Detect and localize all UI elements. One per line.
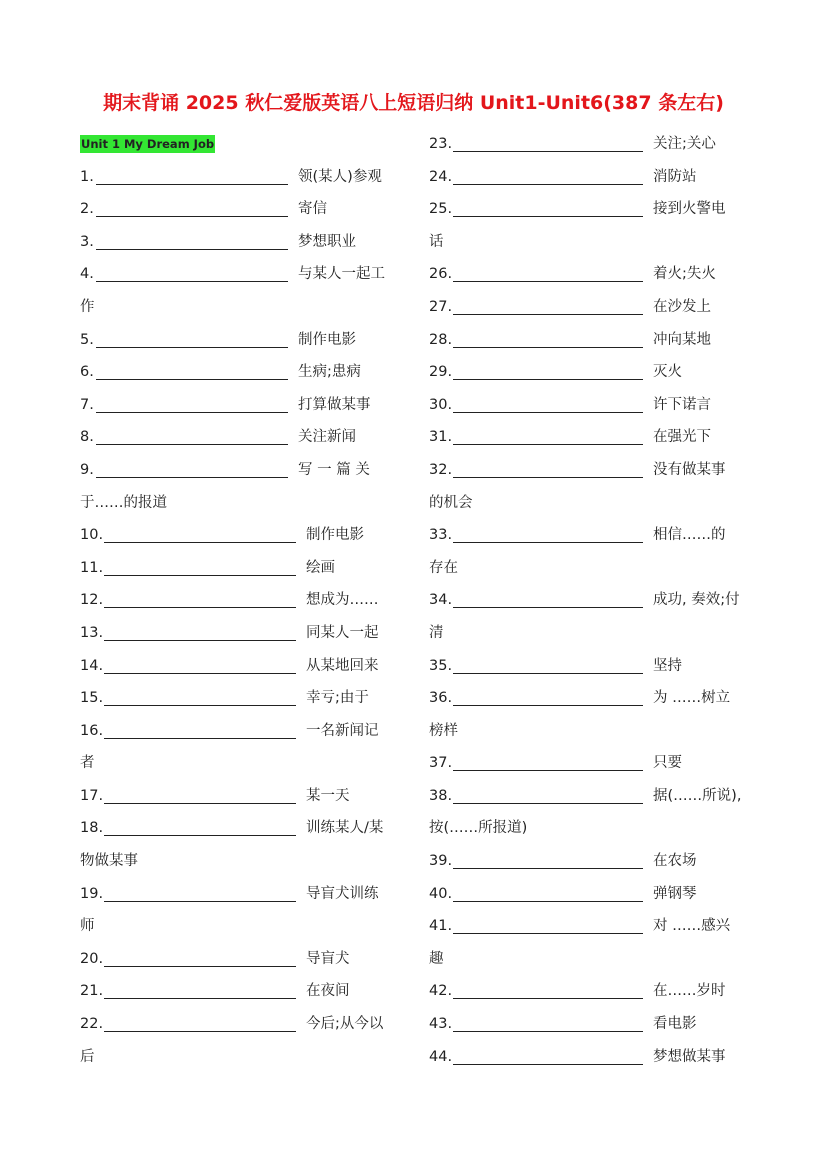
- phrase-item: [80, 943, 400, 976]
- item-number: 31.: [429, 429, 453, 446]
- item-number: 1.: [80, 168, 94, 185]
- item-number: 16.: [80, 722, 104, 739]
- answer-blank[interactable]: [104, 884, 296, 902]
- chinese-meaning: 幸亏;由于: [306, 690, 369, 707]
- unit-heading: Unit 1 My Dream Job: [81, 137, 215, 151]
- answer-blank[interactable]: [453, 981, 643, 999]
- phrase-item: [429, 1008, 751, 1041]
- answer-blank[interactable]: [453, 753, 643, 771]
- item-number: 13.: [80, 624, 104, 641]
- chinese-meaning: 打算做某事: [298, 396, 371, 413]
- answer-blank[interactable]: [96, 264, 288, 282]
- item-number: 39.: [429, 853, 453, 870]
- phrase-item: [429, 975, 751, 1008]
- answer-blank[interactable]: [104, 558, 296, 576]
- chinese-meaning: 没有做某事: [653, 461, 726, 478]
- answer-blank[interactable]: [453, 590, 643, 608]
- answer-blank[interactable]: [96, 362, 288, 380]
- phrase-item: [429, 878, 751, 911]
- chinese-meaning: 制作电影: [298, 331, 356, 348]
- item-number: 12.: [80, 592, 104, 609]
- item-number: 24.: [429, 168, 453, 185]
- chinese-meaning: 一名新闻记: [306, 722, 379, 739]
- item-number: 37.: [429, 755, 453, 772]
- chinese-meaning: 同某人一起: [306, 624, 379, 641]
- item-number: 23.: [429, 136, 453, 152]
- answer-blank[interactable]: [104, 818, 296, 836]
- phrase-item: [80, 226, 400, 259]
- phrase-item: [80, 780, 400, 813]
- meaning-continuation: 按(……所报道): [429, 820, 528, 837]
- item-number: 3.: [80, 233, 94, 250]
- left-phrase-list: [80, 161, 400, 1074]
- phrase-item: [80, 193, 400, 226]
- item-number: 18.: [80, 820, 104, 837]
- chinese-meaning: 弹钢琴: [653, 885, 697, 902]
- answer-blank[interactable]: [104, 721, 296, 739]
- phrase-item: [429, 128, 751, 161]
- item-number: 25.: [429, 201, 453, 218]
- chinese-meaning: 想成为……: [306, 592, 379, 609]
- chinese-meaning: 制作电影: [306, 527, 364, 544]
- answer-blank[interactable]: [453, 199, 643, 217]
- item-number: 17.: [80, 787, 104, 804]
- answer-blank[interactable]: [96, 395, 288, 413]
- item-number: 7.: [80, 396, 94, 413]
- answer-blank[interactable]: [453, 167, 643, 185]
- item-number: 20.: [80, 950, 104, 967]
- meaning-continuation: 者: [80, 755, 95, 772]
- item-number: 6.: [80, 364, 94, 381]
- meaning-continuation: 清: [429, 624, 444, 641]
- answer-blank[interactable]: [453, 851, 643, 869]
- item-number: 34.: [429, 592, 453, 609]
- left-column: [80, 128, 400, 1073]
- meaning-continuation: 趣: [429, 950, 444, 967]
- answer-blank[interactable]: [104, 623, 296, 641]
- answer-blank[interactable]: [453, 1014, 643, 1032]
- answer-blank[interactable]: [96, 460, 288, 478]
- item-number: 29.: [429, 364, 453, 381]
- unit-heading-row: [80, 128, 400, 161]
- chinese-meaning: 绘画: [306, 559, 335, 576]
- phrase-item: [80, 552, 400, 585]
- item-number: 43.: [429, 1016, 453, 1033]
- phrase-item: [429, 1041, 751, 1074]
- chinese-meaning: 从某地回来: [306, 657, 379, 674]
- meaning-continuation: 师: [80, 918, 95, 935]
- phrase-item: [80, 878, 400, 911]
- answer-blank[interactable]: [453, 460, 643, 478]
- phrase-item: [429, 291, 751, 324]
- answer-blank[interactable]: [453, 656, 643, 674]
- phrase-item: [429, 584, 751, 617]
- phrase-item: [429, 910, 751, 943]
- chinese-meaning: 看电影: [653, 1016, 697, 1033]
- chinese-meaning: 梦想做某事: [653, 1048, 726, 1065]
- item-number: 36.: [429, 690, 453, 707]
- chinese-meaning: 梦想职业: [298, 233, 356, 250]
- item-number: 2.: [80, 201, 94, 218]
- item-number: 38.: [429, 787, 453, 804]
- phrase-item: [429, 193, 751, 226]
- answer-blank[interactable]: [453, 427, 643, 445]
- phrase-item: [429, 161, 751, 194]
- item-number: 9.: [80, 461, 94, 478]
- chinese-meaning: 与某人一起工: [298, 266, 385, 283]
- phrase-item: [429, 454, 751, 487]
- item-number: 22.: [80, 1016, 104, 1033]
- item-number: 21.: [80, 983, 104, 1000]
- answer-blank[interactable]: [96, 427, 288, 445]
- phrase-item: [80, 975, 400, 1008]
- answer-blank[interactable]: [104, 1014, 296, 1032]
- chinese-meaning: 接到火警电: [653, 201, 726, 218]
- chinese-meaning: 灭火: [653, 364, 682, 381]
- phrase-item: [80, 715, 400, 748]
- phrase-item: [80, 421, 400, 454]
- answer-blank[interactable]: [104, 981, 296, 999]
- item-number: 28.: [429, 331, 453, 348]
- phrase-item: [80, 682, 400, 715]
- meaning-continuation: 于……的报道: [80, 494, 167, 511]
- chinese-meaning: 在沙发上: [653, 298, 711, 315]
- answer-blank[interactable]: [453, 362, 643, 380]
- answer-blank[interactable]: [453, 916, 643, 934]
- answer-blank[interactable]: [96, 330, 288, 348]
- answer-blank[interactable]: [453, 264, 643, 282]
- meaning-continuation: 存在: [429, 559, 458, 576]
- answer-blank[interactable]: [453, 330, 643, 348]
- phrase-item: [429, 389, 751, 422]
- chinese-meaning: 冲向某地: [653, 331, 711, 348]
- item-number: 26.: [429, 266, 453, 283]
- item-number: 8.: [80, 429, 94, 446]
- chinese-meaning: 导盲犬: [306, 950, 350, 967]
- chinese-meaning: 许下诺言: [653, 396, 711, 413]
- phrase-item: [80, 617, 400, 650]
- answer-blank[interactable]: [453, 1047, 643, 1065]
- meaning-continuation: 后: [80, 1048, 95, 1065]
- answer-blank[interactable]: [104, 656, 296, 674]
- phrase-item: [429, 421, 751, 454]
- phrase-item: [80, 650, 400, 683]
- meaning-continuation: 作: [80, 298, 95, 315]
- item-number: 35.: [429, 657, 453, 674]
- item-number: 15.: [80, 690, 104, 707]
- chinese-meaning: 领(某人)参观: [298, 168, 382, 185]
- item-number: 10.: [80, 527, 104, 544]
- phrase-item: [429, 845, 751, 878]
- item-number: 30.: [429, 396, 453, 413]
- phrase-item: [429, 519, 751, 552]
- answer-blank[interactable]: [104, 525, 296, 543]
- phrase-item: [80, 389, 400, 422]
- item-number: 41.: [429, 918, 453, 935]
- chinese-meaning: 某一天: [306, 787, 350, 804]
- answer-blank[interactable]: [453, 786, 643, 804]
- chinese-meaning: 在强光下: [653, 429, 711, 446]
- answer-blank[interactable]: [104, 949, 296, 967]
- item-number: 5.: [80, 331, 94, 348]
- chinese-meaning: 在……岁时: [653, 983, 726, 1000]
- item-number: 32.: [429, 461, 453, 478]
- meaning-continuation: 物做某事: [80, 853, 138, 870]
- answer-blank[interactable]: [96, 232, 288, 250]
- phrase-item: [429, 682, 751, 715]
- answer-blank[interactable]: [453, 395, 643, 413]
- phrase-item: [429, 356, 751, 389]
- item-number: 4.: [80, 266, 94, 283]
- chinese-meaning: 在夜间: [306, 983, 350, 1000]
- chinese-meaning: 寄信: [298, 201, 327, 218]
- phrase-item: [429, 747, 751, 780]
- item-number: 19.: [80, 885, 104, 902]
- meaning-continuation: 榜样: [429, 722, 458, 739]
- phrase-item: [429, 258, 751, 291]
- answer-blank[interactable]: [453, 884, 643, 902]
- chinese-meaning: 消防站: [653, 168, 697, 185]
- chinese-meaning: 今后;从今以: [306, 1016, 384, 1033]
- answer-blank[interactable]: [96, 167, 288, 185]
- item-number: 27.: [429, 298, 453, 315]
- phrase-item: [429, 324, 751, 357]
- meaning-continuation: 话: [429, 233, 444, 250]
- chinese-meaning: 导盲犬训练: [306, 885, 379, 902]
- item-number: 40.: [429, 885, 453, 902]
- meaning-continuation: 的机会: [429, 494, 473, 511]
- item-number: 14.: [80, 657, 104, 674]
- phrase-item: [80, 356, 400, 389]
- phrase-item: [80, 324, 400, 357]
- chinese-meaning: 成功, 奏效;付: [653, 592, 740, 609]
- answer-blank[interactable]: [104, 786, 296, 804]
- chinese-meaning: 对 ……感兴: [653, 918, 731, 935]
- chinese-meaning: 写 一 篇 关: [298, 461, 370, 478]
- phrase-item: [80, 454, 400, 487]
- chinese-meaning: 在农场: [653, 853, 697, 870]
- chinese-meaning: 坚持: [653, 657, 682, 674]
- chinese-meaning: 生病;患病: [298, 364, 361, 381]
- item-number: 33.: [429, 527, 453, 544]
- phrase-item: [80, 1008, 400, 1041]
- chinese-meaning: 只要: [653, 755, 682, 772]
- chinese-meaning: 关注新闻: [298, 429, 356, 446]
- phrase-item: [80, 812, 400, 845]
- phrase-item: [429, 650, 751, 683]
- answer-blank[interactable]: [453, 688, 643, 706]
- chinese-meaning: 着火;失火: [653, 266, 716, 283]
- answer-blank[interactable]: [453, 525, 643, 543]
- phrase-item: [80, 161, 400, 194]
- chinese-meaning: 关注;关心: [653, 136, 716, 152]
- phrase-item: [80, 519, 400, 552]
- answer-blank[interactable]: [104, 688, 296, 706]
- item-number: 42.: [429, 983, 453, 1000]
- phrase-item: [80, 258, 400, 291]
- page-title: 期末背诵 2025 秋仁爱版英语八上短语归纳 Unit1-Unit6(387 条左右): [103, 92, 724, 114]
- answer-blank[interactable]: [453, 297, 643, 315]
- chinese-meaning: 据(……所说),: [653, 787, 742, 804]
- answer-blank[interactable]: [453, 134, 643, 152]
- right-column: [429, 128, 751, 1073]
- phrase-item: [80, 584, 400, 617]
- chinese-meaning: 训练某人/某: [306, 820, 384, 837]
- chinese-meaning: 为 ……树立: [653, 690, 731, 707]
- phrase-item: [429, 780, 751, 813]
- item-number: 11.: [80, 559, 104, 576]
- item-number: 44.: [429, 1048, 453, 1065]
- answer-blank[interactable]: [96, 199, 288, 217]
- answer-blank[interactable]: [104, 590, 296, 608]
- right-phrase-list: [429, 128, 751, 1073]
- chinese-meaning: 相信……的: [653, 527, 726, 544]
